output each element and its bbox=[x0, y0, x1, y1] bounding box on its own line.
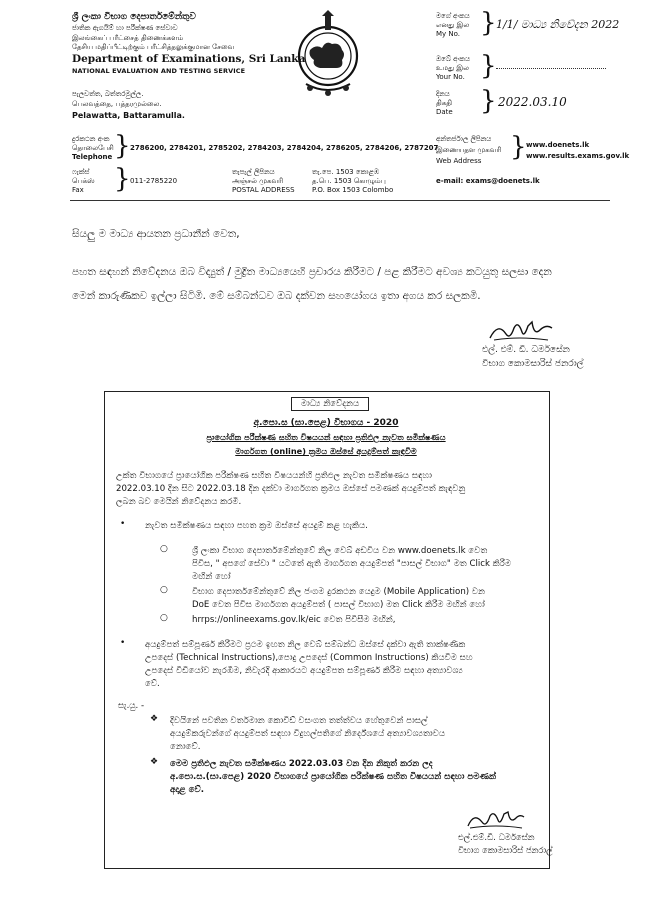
notice-bullet-2-line1: අයදුම්පත් සම්පූර්ණ කිරීමට ප්‍රථම ඉහත නිල වෙබ් සම්බන්ධ ඔස්සේ දක්වා ඇති තාක්ෂණික bbox=[145, 640, 466, 650]
notice-note-1-line1: දිවයිනේ පවතින වර්තමාන කොවිඩ් වසංගත තත්ත්වය හේතුවෙන් පාසල් bbox=[170, 716, 428, 726]
notice-bullet-2-line3: උපදෙස් වීඩියෝව නැරඹීම, නිවැරදි ආකාරයට අයදුම්පත සම්පූර්ණ කිරීම සඳහා අත්‍යාවශ්‍ය bbox=[145, 666, 463, 676]
notice-note-2-line3: අදාළ වේ. bbox=[170, 785, 204, 795]
notice-note-2-line2: අ.පො.ස.(සා.පෙළ) 2020 විභාගයේ ප්‍රායෝගික පරීක්ෂණ සහිත විෂයයන් සඳහා පමණක් bbox=[170, 772, 497, 782]
notice-exam-title: අ.පො.ස (සා.පෙළ) විභාගය - 2020 bbox=[253, 418, 399, 428]
notice-bullet-2-line4: වේ. bbox=[145, 679, 160, 689]
notice-bullet-2-line2: උපදෙස් (Technical Instructions),පොදු උපදෙස් (Common Instructions) කියවීම සහ bbox=[145, 653, 473, 663]
bullet-dot-1: • bbox=[120, 519, 126, 529]
tel-label-si: දුරකථන අංක bbox=[72, 135, 110, 143]
date-label-si: දිනය bbox=[436, 90, 450, 98]
ref-your-brace: } bbox=[480, 51, 497, 81]
notice-signer-name: එල්.එම්.ඩී. ධර්මසේන bbox=[458, 832, 535, 842]
notice-heading: මාධ්‍ය නිවේදනය bbox=[291, 397, 369, 411]
notice-bullet-1: නැවත සමීක්ෂණය සඳහා පහත ක්‍රම ඔස්සේ අයදුම් කළ හැකිය. bbox=[145, 521, 368, 531]
signer-name: එල්. එම්. ඩී. ධර්මසේන bbox=[482, 345, 570, 355]
notice-note-label: සැ.යු. - bbox=[118, 701, 145, 711]
ref-your-label-ta: உமது இல bbox=[436, 64, 469, 72]
ref-my-brace: } bbox=[480, 8, 497, 38]
header-divider bbox=[70, 200, 610, 201]
address-tamil: பெலவத்தை, பத்தரமுல்லை. bbox=[72, 100, 162, 108]
postal-label-ta: அஞ்சல் முகவரி bbox=[232, 177, 284, 185]
fax-label-en: Fax bbox=[72, 186, 84, 194]
diamond-bullet-2: ❖ bbox=[150, 757, 159, 767]
postal-line-en: P.O. Box 1503 Colombo bbox=[312, 186, 394, 194]
web-label-si: අන්තර්ජාල ලිපිනය bbox=[436, 135, 492, 143]
fax-label-ta: பெக்ஸ் bbox=[72, 177, 95, 185]
ref-my-value: 1/1/ මාධ්‍ය නිවේදන 2022 bbox=[496, 18, 620, 31]
notice-note-1-line2: අයදුම්කරුවන්ගේ අයදුම්පත් සඳහා විදුහල්පතිගේ නිර්දේශයේ අත්‍යාවශ්‍යතාවය bbox=[170, 729, 446, 739]
body-line-2: මෙන් කාරුණිකව ඉල්ලා සිටිමි. මේ සම්බන්ධව ඔබ දක්වන සහයෝගය ඉතා අගය කර සලකමි. bbox=[72, 290, 481, 302]
notice-intro-3: ලබන බව මෙයින් නිවේදනය කරමි. bbox=[116, 497, 242, 507]
notice-signer-title: විභාග කොමසාරිස් ජනරාල් bbox=[458, 845, 553, 855]
ref-my-label-si: මගේ අංකය bbox=[436, 12, 470, 20]
postal-line-si: තැ.පෙ. 1503 කොළඹ bbox=[312, 168, 380, 176]
bullet-circle-1a: ○ bbox=[160, 544, 168, 554]
postal-label-en: POSTAL ADDRESS bbox=[232, 186, 295, 194]
signature-1 bbox=[488, 318, 554, 348]
notice-sub-1a-line1: ශ්‍රී ලංකා විභාග දෙපාර්තමේන්තුවේ නිල වෙබ් අඩවිය වන www.doenets.lk වෙත bbox=[192, 546, 488, 556]
postal-line-ta: த.பெ. 1503 கொழும்பு bbox=[312, 177, 386, 185]
nets-name-sinhala: ජාතික ඇගයීම් හා පරීක්ෂණ සේවාව bbox=[72, 24, 178, 32]
dept-name-english: Department of Examinations, Sri Lanka bbox=[72, 53, 306, 65]
ref-your-label-en: Your No. bbox=[436, 73, 465, 81]
bullet-circle-1b: ○ bbox=[160, 585, 168, 595]
web-label-ta: இணையதள முகவரி bbox=[436, 146, 502, 154]
date-value: 2022.03.10 bbox=[498, 95, 567, 109]
notice-sub-1a-line2: පිවිස, " අපගේ සේවා " යටතේ ඇති මාර්ගගත අයදුම්පත් "පාසල් විභාග" මත Click කිරීම bbox=[192, 559, 512, 569]
address-sinhala: පැලවත්ත, බත්තරමුල්ල. bbox=[72, 90, 144, 98]
notice-sub-1c[interactable]: hrrps://onlineexams.gov.lk/eic වෙත පිවිසීම මඟින්, bbox=[192, 615, 396, 625]
tel-numbers: 2786200, 2784201, 2785202, 2784203, 2784204, 2786205, 2784206, 2787207 bbox=[130, 144, 439, 152]
notice-sub-1b-line1: විභාග දෙපාර්තමේන්තුවේ නිල ජංගම දුරකථන යෙදුම (Mobile Application) වන bbox=[192, 587, 486, 597]
bullet-dot-2: • bbox=[120, 638, 126, 648]
tel-label-en: Telephone bbox=[72, 153, 113, 161]
ref-my-label-ta: எனது இல bbox=[436, 21, 470, 29]
diamond-bullet-1: ❖ bbox=[150, 714, 159, 724]
date-label-en: Date bbox=[436, 108, 453, 116]
date-label-ta: திகதி bbox=[436, 99, 452, 107]
email-address[interactable]: e-mail: exams@doenets.lk bbox=[436, 177, 540, 185]
fax-number: 011-2785220 bbox=[130, 177, 178, 185]
nets-name-tamil: தேசிய மதிப்பீட்டிற்கும் பரீட்சித்தலுக்குமான சேவை bbox=[72, 43, 235, 51]
signer-title: විභාග කොමසාරිස් ජනරාල් bbox=[482, 359, 584, 369]
notice-note-2-line1: මෙම ප්‍රතිඵල නැවත සමීක්ෂණය 2022.03.03 වන දින නිකුත් කරන ලද bbox=[170, 759, 433, 769]
sri-lanka-emblem bbox=[296, 10, 360, 100]
nets-name-english: NATIONAL EVALUATION AND TESTING SERVICE bbox=[72, 67, 246, 75]
fax-brace: } bbox=[114, 164, 131, 194]
web-link-results[interactable]: www.results.exams.gov.lk bbox=[526, 152, 630, 160]
notice-sub-1a-line3: මඟින් හෝ bbox=[192, 572, 231, 582]
dept-name-sinhala: ශ්‍රී ලංකා විභාග දෙපාර්තමේන්තුව bbox=[72, 12, 196, 22]
body-line-1: පහත සඳහන් නිවේදනය ඔබ විද්‍යුත් / මුද්‍රිත මාධ්‍යයෙහි ප්‍රචාරය කිරීමට / පළ කිරීමට අවශ්‍ය කටයුතු සලසා දෙන bbox=[72, 266, 552, 278]
postal-label-si: තැපැල් ලිපිනය bbox=[232, 168, 275, 176]
notice-intro-1: උක්ත විභාගයේ ප්‍රායෝගික පරීක්ෂණ සහිත විෂයයන්හි ප්‍රතිඵල නැවත සමීක්ෂණය සඳහා bbox=[116, 471, 432, 481]
notice-sub-1b-line2: DoE වෙත පිවිස මාර්ගගත අයදුම්පත් ( පාසල් විභාග) මත Click කිරීම මඟින් හෝ bbox=[192, 600, 485, 610]
salutation: සියලු ම මාධ්‍ය ආයතන ප්‍රධානීන් වෙත, bbox=[72, 228, 240, 240]
web-link-doenets[interactable]: www.doenets.lk bbox=[526, 141, 590, 149]
notice-intro-2: 2022.03.10 දින සිට 2022.03.18 දින දක්වා මාර්ගගත ක්‍රමය ඔස්සේ පමණක් අයදුම්පත් කැඳවනු bbox=[116, 484, 466, 494]
web-brace: } bbox=[510, 132, 527, 162]
ref-my-label-en: My No. bbox=[436, 30, 461, 38]
tel-brace: } bbox=[114, 131, 131, 161]
ref-your-label-si: ඔබේ අංකය bbox=[436, 55, 470, 63]
ref-your-value bbox=[496, 60, 606, 69]
notice-subtitle-2: මාර්ගගත (online) ක්‍රමය ඔස්සේ අයදුම්පත් කැඳවීම bbox=[235, 446, 417, 456]
tel-label-ta: தொலைபேசி bbox=[72, 144, 114, 152]
date-brace: } bbox=[480, 86, 497, 116]
dept-name-tamil: இலங்கைப் பரீட்சைத் திணைக்களம் bbox=[72, 34, 184, 42]
notice-subtitle-1: ප්‍රායෝගික පරීක්ෂණ සහිත විෂයයන් සඳහා ප්‍රතිඵල නැවත සමීක්ෂණය bbox=[206, 432, 446, 442]
notice-note-1-line3: නොවේ. bbox=[170, 742, 201, 752]
bullet-circle-1c: ○ bbox=[160, 613, 168, 623]
web-label-en: Web Address bbox=[436, 157, 482, 165]
fax-label-si: ෆැක්ස් bbox=[72, 168, 90, 176]
media-notice-box bbox=[104, 391, 550, 869]
address-english: Pelawatta, Battaramulla. bbox=[72, 111, 185, 120]
